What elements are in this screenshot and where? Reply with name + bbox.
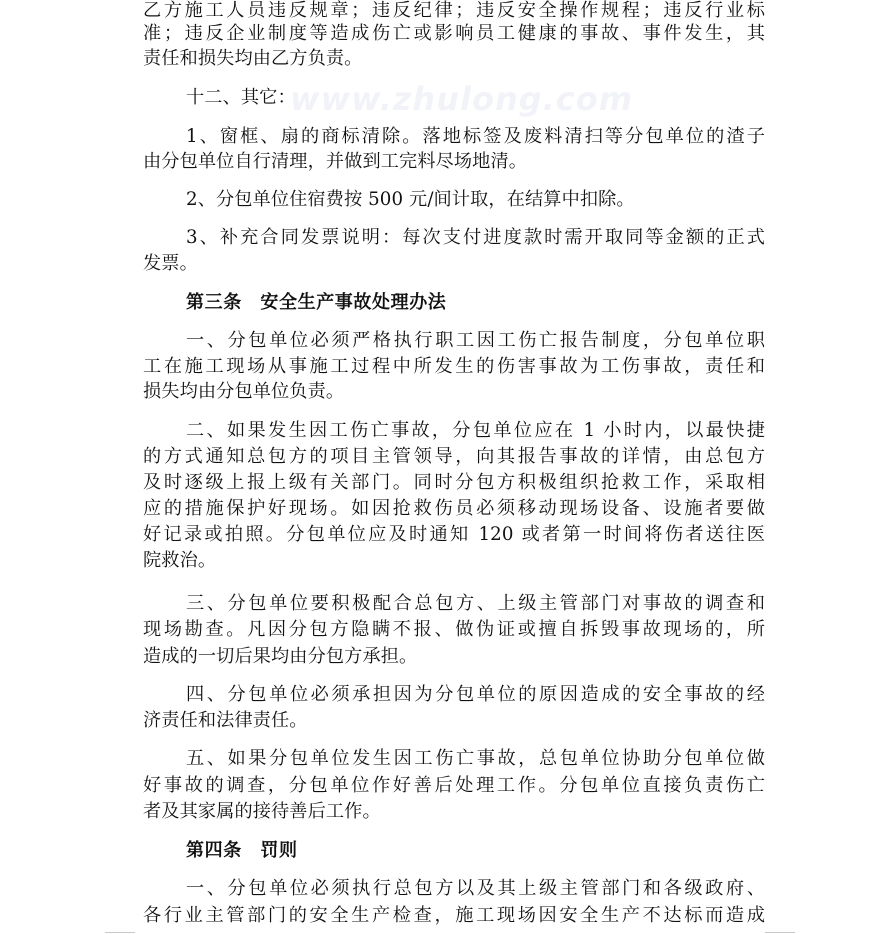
text-line: 好事故的调查，分包单位作好善后处理工作。分包单位直接负责伤亡 <box>143 775 765 796</box>
text-line: 好记录或拍照。分包单位应及时通知 120 或者第一时间将伤者送往医 <box>143 524 765 545</box>
text-line: 一、分包单位必须执行总包方以及其上级主管部门和各级政府、 <box>186 878 765 899</box>
text-line: 准；违反企业制度等造成伤亡或影响员工健康的事故、事件发生，其 <box>143 23 765 44</box>
page-corner-mark <box>765 932 795 933</box>
text-line: 济责任和法律责任。 <box>143 710 308 731</box>
text-line: 四、分包单位必须承担因为分包单位的原因造成的安全事故的经 <box>186 684 765 705</box>
text-line: 损失均由分包单位负责。 <box>143 381 345 402</box>
text-line: 责任和损失均由乙方负责。 <box>143 48 363 69</box>
section-heading: 第四条 罚则 <box>186 840 298 861</box>
text-line: 十二、其它： <box>186 87 296 108</box>
text-line: 现场勘查。凡因分包方隐瞒不报、做伪证或擅自拆毁事故现场的，所 <box>143 619 765 640</box>
text-line: 应的措施保护好现场。如因抢救伤员必须移动现场设备、设施者要做 <box>143 498 765 519</box>
text-line: 五、如果分包单位发生因工伤亡事故，总包单位协助分包单位做 <box>186 748 765 769</box>
page-corner-mark <box>105 932 135 933</box>
section-heading: 第三条 安全生产事故处理办法 <box>186 292 447 313</box>
text-line: 2、分包单位住宿费按 500 元/间计取，在结算中扣除。 <box>186 189 635 210</box>
text-line: 的方式通知总包方的项目主管领导，向其报告事故的详情，由总包方 <box>143 446 765 467</box>
watermark: www.zhulong.com <box>290 80 634 118</box>
text-line: 乙方施工人员违反规章；违反纪律；违反安全操作规程；违反行业标 <box>143 0 765 21</box>
text-line: 发票。 <box>143 253 198 274</box>
text-line: 一、分包单位必须严格执行职工因工伤亡报告制度，分包单位职 <box>186 330 765 351</box>
text-line: 各行业主管部门的安全生产检查，施工现场因安全生产不达标而造成 <box>143 905 765 926</box>
text-line: 二、如果发生因工伤亡事故，分包单位应在 1 小时内，以最快捷 <box>186 420 765 441</box>
text-line: 1、窗框、扇的商标清除。落地标签及废料清扫等分包单位的渣子 <box>186 126 765 147</box>
text-line: 三、分包单位要积极配合总包方、上级主管部门对事故的调查和 <box>186 593 765 614</box>
text-line: 及时逐级上报上级有关部门。同时分包方积极组织抢救工作，采取相 <box>143 472 765 493</box>
text-line: 3、补充合同发票说明：每次支付进度款时需开取同等金额的正式 <box>186 227 765 248</box>
text-line: 由分包单位自行清理，并做到工完料尽场地清。 <box>143 151 528 172</box>
text-line: 造成的一切后果均由分包方承担。 <box>143 646 418 667</box>
text-line: 工在施工现场从事施工过程中所发生的伤害事故为工伤事故，责任和 <box>143 356 765 377</box>
text-line: 院救治。 <box>143 550 217 571</box>
text-line: 者及其家属的接待善后工作。 <box>143 801 381 822</box>
